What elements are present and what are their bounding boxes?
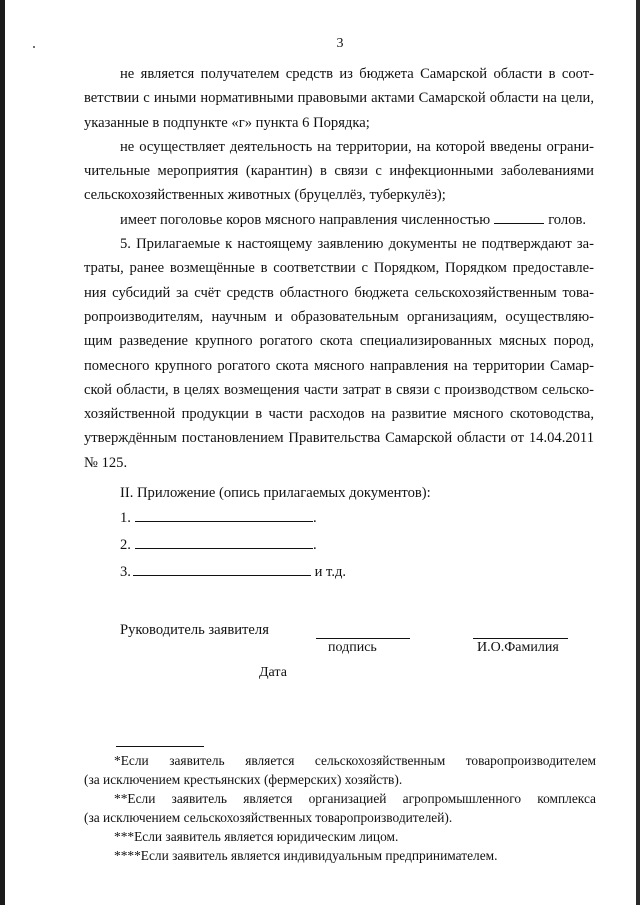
- signature-field[interactable]: [316, 638, 410, 639]
- scan-edge-right: [636, 0, 640, 905]
- text-line: ской области, в целях возмещения части затрат в связи с производством сельско-: [84, 381, 594, 398]
- text-line: № 125.: [84, 454, 128, 471]
- appendix-item-2-field[interactable]: [135, 535, 313, 549]
- text-line: ***Если заявитель является юридическим лицом.: [114, 829, 399, 844]
- herd-size-suffix: голов.: [548, 211, 587, 228]
- footnote-separator: [116, 746, 204, 747]
- page-number: 3: [336, 36, 344, 51]
- text-line: не осуществляет деятельность на территории, на которой введены ограни-: [120, 138, 594, 155]
- text-line: **Если заявитель является организацией агропромышленного комплекса: [114, 791, 596, 806]
- text-line: ****Если заявитель является индивидуальным предпринимателем.: [114, 848, 498, 863]
- text-line: траты, ранее возмещённые в соответствии с Порядком, Порядком предоставле-: [84, 260, 594, 277]
- document-body: [84, 62, 594, 475]
- text-line: ния субсидий за счёт средств областного бюджета сельскохозяйственным това-: [84, 284, 594, 301]
- herd-size-field[interactable]: [494, 211, 544, 224]
- appendix-item-end: .: [312, 510, 317, 526]
- appendix-item-2: [120, 535, 317, 555]
- appendix-item-number: 3.: [120, 564, 131, 580]
- paragraph-no-quarantine: [84, 135, 594, 208]
- footnote-4: [84, 846, 596, 865]
- text-line: 5. Прилагаемые к настоящему заявлению документы не подтверждают за-: [120, 236, 594, 253]
- text-line: *Если заявитель является сельскохозяйственным товаропроизводителем: [114, 753, 596, 768]
- paragraph-5-documents: [84, 232, 594, 475]
- signature-caption: подпись: [328, 640, 377, 655]
- appendix-item-3: [120, 562, 346, 582]
- appendix-item-number: 1.: [120, 510, 131, 526]
- text-line: щим разведение крупного рогатого скота специализированных мясных пород,: [84, 333, 594, 350]
- text-line: указанные в подпункте «г» пункта 6 Порядка;: [84, 114, 370, 131]
- signer-label: Руководитель заявителя: [120, 622, 269, 638]
- paragraph-not-budget-recipient: [84, 62, 594, 135]
- footnote-2: [84, 789, 596, 827]
- appendix-item-1: [120, 508, 317, 528]
- text-line: ропроизводителям, научным и образовательным организациям, осуществляю-: [84, 308, 594, 325]
- text-line: хозяйственной продукции в части расходов на развитие мясного скотоводства,: [84, 406, 594, 423]
- paragraph-herd-size: [84, 208, 594, 232]
- appendix-item-end: и т.д.: [310, 564, 347, 580]
- text-line: утверждённым постановлением Правительства Самарской области от 14.04.2011: [84, 430, 594, 447]
- text-line: помесного крупного рогатого скота мясного направления на территории Самар-: [84, 357, 594, 374]
- text-line: сельскохозяйственных животных (бруцеллёз, туберкулёз);: [84, 187, 446, 204]
- text-line: не является получателем средств из бюджета Самарской области в соот-: [120, 66, 594, 82]
- herd-size-prefix: имеет поголовье коров мясного направления численностью: [120, 211, 491, 228]
- footnote-1: [84, 751, 596, 789]
- appendix-item-3-field[interactable]: [133, 562, 311, 576]
- appendix-heading: II. Приложение (опись прилагаемых документов):: [120, 485, 431, 501]
- appendix-item-number: 2.: [120, 537, 131, 553]
- appendix-item-end: .: [312, 537, 317, 553]
- date-caption: Дата: [259, 665, 287, 680]
- footnotes: [84, 751, 596, 865]
- footnote-3: [84, 827, 596, 846]
- name-field[interactable]: [473, 638, 568, 639]
- text-line: чительные мероприятия (карантин) в связи с инфекционными заболеваниями: [84, 163, 594, 180]
- text-line: (за исключением крестьянских (фермерских) хозяйств).: [84, 772, 403, 787]
- scan-edge-left: [0, 0, 5, 905]
- name-caption: И.О.Фамилия: [477, 640, 559, 655]
- appendix-item-1-field[interactable]: [135, 508, 313, 522]
- text-line: (за исключением сельскохозяйственных товаропроизводителей).: [84, 810, 453, 825]
- text-line: ветствии с иными нормативными правовыми актами Самарской области на цели,: [84, 90, 594, 107]
